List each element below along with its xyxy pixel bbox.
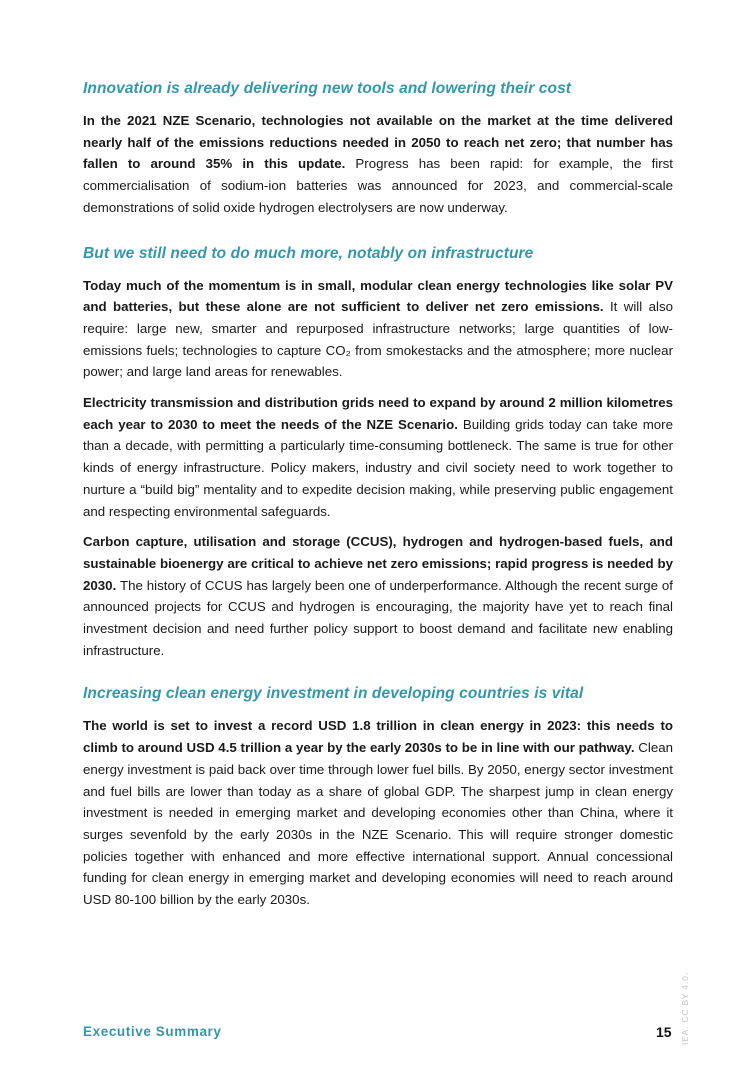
section-heading: But we still need to do much more, notably on infrastructure <box>83 244 534 262</box>
paragraph-body: Progress has been rapid: for example, the first commercialisation of sodium-ion batteries was announced for 2023, and commercial-scale demonstrations of solid oxide hydrogen electrolysers are now underway. <box>83 156 673 215</box>
section-heading: Increasing clean energy investment in developing countries is vital <box>83 685 584 703</box>
footer-section-title: Executive Summary <box>83 1024 222 1039</box>
paragraph-body: It will also require: large new, smarter and repurposed infrastructure networks; large quantities of low-emissions fuels; technologies to capture CO₂ from smokestacks and the atmosphere; more nuclear power; and large land areas for renewables. <box>83 299 673 380</box>
paragraph-lead: Today much of the momentum is in small, modular clean energy technologies like solar PV and batteries, but these alone are not sufficient to deliver net zero emissions. <box>83 277 673 315</box>
license-notice: IEA. CC BY 4.0. <box>680 972 690 1045</box>
section-innovation <box>83 78 673 219</box>
paragraph-body: Building grids today can take more than a decade, with permitting a particularly time-consuming bottleneck. The same is true for other kinds of energy infrastructure. Policy makers, industry and civil society need to work together to nurture a “build big” mentality and to expedite decision making, while preserving public engagement and respecting environmental safeguards. <box>83 416 673 519</box>
paragraph-lead: Electricity transmission and distribution grids need to expand by around 2 million kilometres each year to 2030 to meet the needs of the NZE Scenario. <box>83 395 673 432</box>
paragraph-lead: The world is set to invest a record USD 1.8 trillion in clean energy in 2023: this needs to climb to around USD 4.5 trillion a year by the early 2030s to be in line with our pathway. <box>83 718 673 756</box>
paragraph <box>83 531 673 661</box>
section-infrastructure <box>83 243 673 662</box>
paragraph-body: Clean energy investment is paid back over time through lower fuel bills. By 2050, energy sector investment and fuel bills are lower than today as a share of global GDP. The sharpest jump in clean energy investment is needed in emerging market and developing economies other than China, where it surges sevenfold by the early 2030s in the NZE Scenario. This will require stronger domestic policies together with enhanced and more effective international support. Annual concessional funding for clean energy in emerging market and developing economies will need to reach around USD 80-100 billion by the early 2030s. <box>83 740 673 908</box>
section-heading: Innovation is already delivering new tools and lowering their cost <box>83 80 572 97</box>
paragraph <box>83 715 673 910</box>
paragraph <box>83 110 673 219</box>
page-number: 15 <box>656 1024 672 1040</box>
paragraph-lead: In the 2021 NZE Scenario, technologies not available on the market at the time delivered nearly half of the emissions reductions needed in 2050 to reach net zero; that number has fallen to around 35% in this update. <box>83 113 673 172</box>
paragraph-body: The history of CCUS has largely been one of underperformance. Although the recent surge of announced projects for CCUS and hydrogen is encouraging, the majority have yet to reach final investment decision and need further policy support to boost demand and facilitate new enabling infrastructure. <box>83 577 673 658</box>
paragraph <box>83 275 673 384</box>
paragraph <box>83 392 673 522</box>
page-content <box>83 78 673 933</box>
section-investment <box>83 683 673 910</box>
paragraph-lead: Carbon capture, utilisation and storage (CCUS), hydrogen and hydrogen-based fuels, and sustainable bioenergy are critical to achieve net zero emissions; rapid progress is needed by 2030. <box>83 534 673 593</box>
